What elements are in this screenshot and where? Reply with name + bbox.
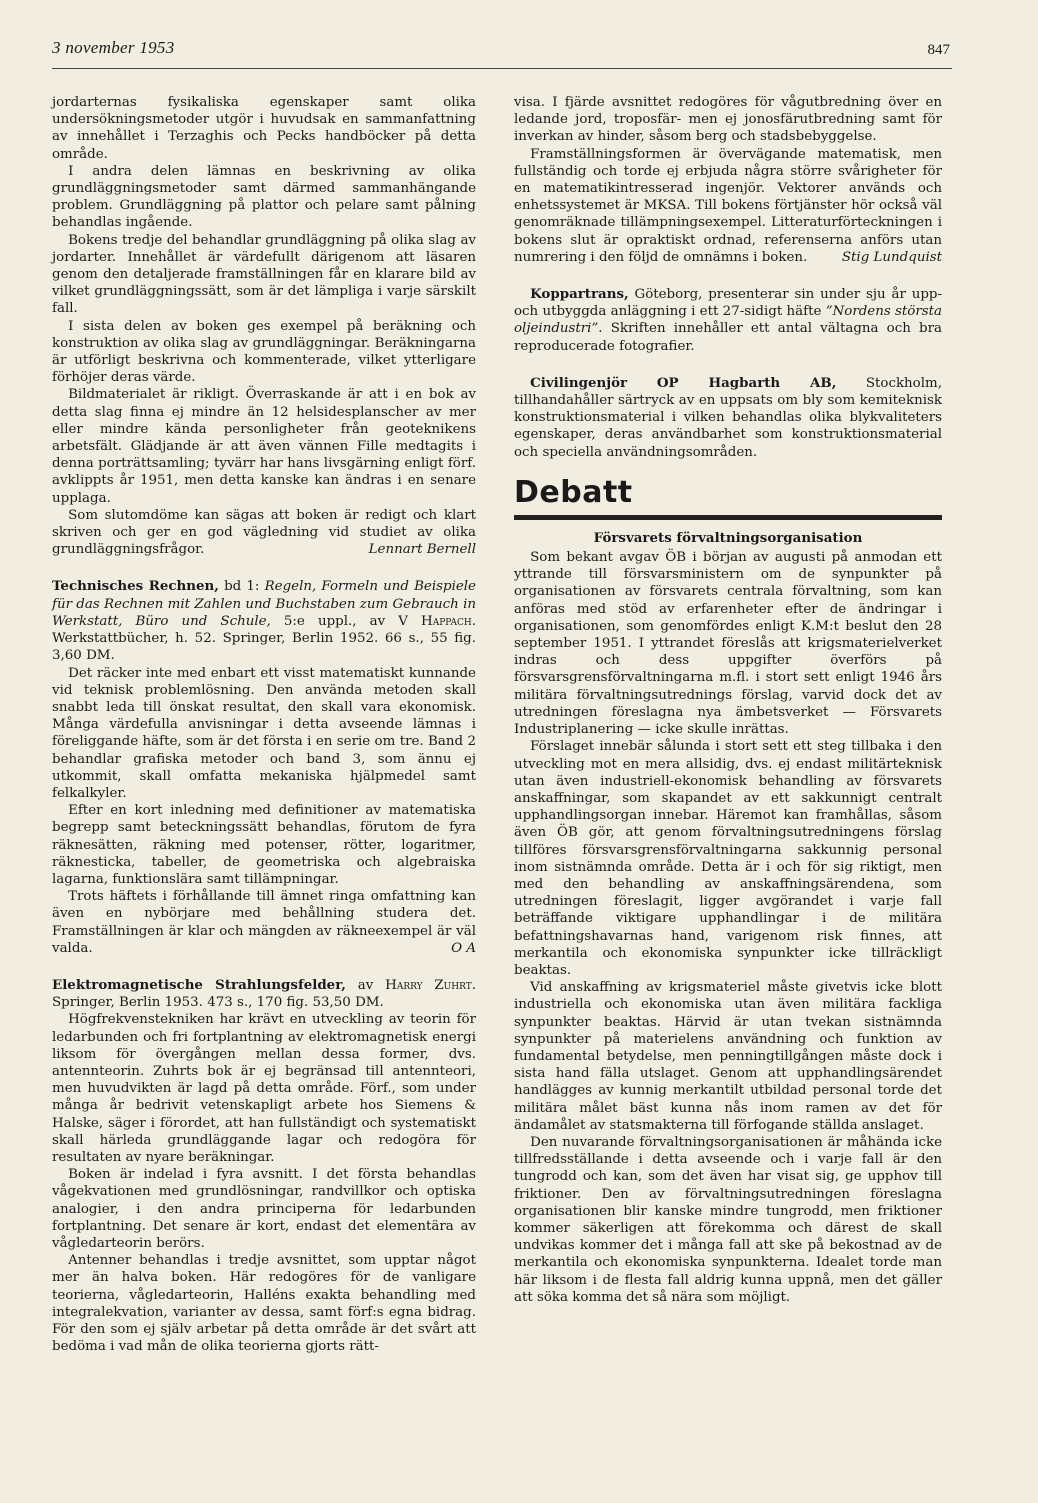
paragraph: Bildmaterialet är rikligt. Överraskande är att i en bok av detta slag finna ej mindre än 12 helsidesplanscher av mer eller mindre kända personligheter från geoteknikens arbetsfält. Glädjande är att även vännen Fille medtagits i denna porträttsamling; tyvärr har hans livsgärning enligt förf. avklippts år 1951, men detta kanske kan ändras i en senare upplaga.: [52, 387, 476, 506]
citation-text: av: [345, 977, 386, 993]
paragraph: Förslaget innebär sålunda i stort sett ett steg tillbaka i den utveckling mot en mera allsidig, dvs. ej endast militärteknisk utan även industriell-ekonomisk behandling av försvarets anskaffningar, som skapandet av ett sakkunnigt centralt upphandlingsorgan innebar. Häremot kan framhållas, såsom även ÖB gör, att genom förvaltningsutredningens förslag tillföres försvarsgrensförvaltningarna sakkunnig personal inom sistnämnda område. Detta är i och för sig riktigt, men med den behandling av anskaffningsärendena, som utredningen föreslagit, ligger avgörandet i varje fall beträffande viktigare upphandlingar i de militära befattningshavarnas hand, varigenom risk finnes, att merkantila och ekonomiska synpunkter icke tillräckligt beaktas.: [514, 739, 942, 978]
book-author: V Happach: [398, 613, 472, 629]
book-subtitle: Regeln, Formeln und Beispiele für das Rechnen mit Zahlen und Buchstaben zum Gebrauch in Werkstatt, Büro und Schule,: [52, 579, 476, 629]
paragraph: [52, 507, 476, 559]
book-title: Elektromagnetische Strahlungsfelder,: [52, 976, 346, 993]
company-name: Koppartrans,: [530, 286, 629, 303]
page-number: 847: [927, 42, 950, 58]
paragraph: I sista delen av boken ges exempel på beräkning och konstruktion av olika slag av grundläggningar. Beräkningarna är utförligt beskrivna och kommenterade, vilket ytterligare förhöjer deras värde.: [52, 318, 476, 386]
paragraph: [52, 888, 476, 957]
paragraph: Boken är indelad i fyra avsnitt. I det första behandlas vågekvationen med grundlösningar, randvillkor och optiska analogier, i den andra principerna för ledarbunden fortplantning. Det senare är kort, endast det elementära av vågledarteorin berörs.: [52, 1167, 476, 1251]
paragraph: visa. I fjärde avsnittet redogöres för vågutbredning över en ledande jord, troposfär- men ej jonosfärutbredning samt för inverkan av hinder, såsom berg och stadsbebyggelse.: [514, 95, 942, 145]
author-signature: O A: [451, 940, 476, 956]
paragraph-text: Framställningsformen är övervägande matematisk, men fullständig och torde ej erbjuda några större svårigheter för en matematikintresserad ingenjör. Vektorer används och enhetssystemet är MKSA. Till bokens förtjänster hör också väl genomräknade tillämpningsexempel. Litteraturförteckningen i bokens slut är opraktiskt ordnad, referenserna anförs utan numrering i den följd de omnämns i boken.: [514, 146, 942, 265]
notice-text: Skriften innehåller ett antal vältagna och bra reproducerade fotografier.: [514, 321, 942, 354]
review-heading: [52, 578, 476, 664]
notice: [514, 375, 942, 461]
paragraph: Bokens tredje del behandlar grundläggning på olika slag av jordarter. Innehållet är värdefullt därigenom att läsaren genom den detaljerade framställningen får en klarare bild av vilket grundläggningssätt, som är det lämpliga i varje särskilt fall.: [52, 232, 476, 317]
paragraph: Den nuvarande förvaltningsorganisationen är måhända icke tillfredsställande i detta avseende och i varje fall är den tungrodd och kan, som det även har visat sig, ge upphov till friktioner. Den av förvaltningsutredningen föreslagna organisationen blir kanske mindre tungrodd, men friktioner kommer säkerligen att förekomma och därest de skall undvikas kommer det i många fall att ske på bekostnad av de merkantila och ekonomiska synpunkterna. Idealet torde man här liksom i de flesta fall aldrig kunna uppnå, men det gäller att söka komma det så nära som möjligt.: [514, 1134, 942, 1305]
paragraph: I andra delen lämnas en beskrivning av olika grundläggningsmetoder samt därmed sammanhängande problem. Grundläggning på plattor och pelare samt pålning behandlas ingående.: [52, 163, 476, 231]
paragraph: Efter en kort inledning med definitioner av matematiska begrepp samt beteckningssätt behandlas, förutom de fyra räknesätten, räkning med potenser, rötter, logaritmer, räknesticka, tabeller, de geometriska och algebraiska lagarna, funktionslära samt tillämpningar.: [52, 803, 476, 887]
author-signature: Lennart Bernell: [368, 542, 476, 558]
company-name: Civilingenjör OP Hagbarth AB,: [530, 374, 837, 391]
paragraph: jordarternas fysikaliska egenskaper samt olika undersökningsmetoder utgör i huvudsak en sammanfattning av innehållet i Terzaghis och Pecks handböcker på detta område.: [52, 95, 476, 162]
header-rule: [52, 68, 952, 69]
citation-text: . Werkstattbücher, h. 52. Springer, Berlin 1952. 66 s., 55 fig. 3,60 DM.: [52, 613, 476, 664]
paragraph: Vid anskaffning av krigsmateriel måste givetvis icke blott industriella och ekonomiska utan även militära fackliga synpunkter beaktas. Härvid är utan tvekan sistnämnda synpunkter på materielens användning och funktion av fundamental betydelse, men penningtillgången måste dock i sista hand fälla utslaget. Genom att upphandlingsärendet handlägges av kunnig merkantilt utbildad personal torde det militära målet bäst kunna nås inom ramen av det för ändamålet av statsmakterna till förfogande ställda anslaget.: [514, 980, 942, 1133]
notice-text: Göteborg, presenterar sin under sju år upp- och utbyggda anläggning i ett 27-sidigt häfte: [514, 287, 942, 320]
section-heading: Debatt: [514, 474, 633, 510]
review-heading: [52, 977, 476, 1011]
section-rule: [514, 515, 942, 520]
paragraph: Antenner behandlas i tredje avsnittet, som upptar något mer än halva boken. Här redogöres för de vanligare teorierna, vågledarteorin, Halléns exakta behandling med integralekvation, varianter av dessa, samt förf:s egna bidrag. För den som ej själv arbetar på detta område är det svårt att bedöma i vad mån de olika teorierna gjorts rätt-: [52, 1253, 476, 1355]
issue-date: 3 november 1953: [52, 38, 175, 57]
citation-text: . Springer, Berlin 1953. 473 s., 170 fig. 53,50 DM.: [52, 977, 476, 1011]
paragraph: Det räcker inte med enbart ett visst matematiskt kunnande vid teknisk problemlösning. Den använda metoden skall snabbt leda till önskat resultat, den skall vara ekonomisk. Många värdefulla anvisningar i detta avseende lämnas i föreliggande häfte, som är det första i en serie om tre. Band 2 behandlar grafiska metoder och band 3, som ännu ej utkommit, skall omfatta mekaniska hjälpmedel samt felkalkyler.: [52, 665, 476, 801]
author-signature: Stig Lundquist: [841, 249, 942, 265]
right-column: [514, 94, 942, 1306]
paragraph-text: Trots häftets i förhållande till ämnet ringa omfattning kan även en nybörjare med behållning studera det. Framställningen är klar och mängden av räkneexempel är väl valda.: [52, 889, 476, 956]
notice: [514, 286, 942, 355]
citation-text: 5:e uppl., av: [270, 613, 399, 629]
notice-text: Stockholm, tillhandahåller särtryck av en uppsats om bly som kemiteknisk konstruktionsmaterial i vilken behandlas olika blykvaliteters egenskaper, deras användbarhet som konstruktionsmaterial och speciella användningsområden.: [514, 375, 942, 460]
paragraph-text: Som slutomdöme kan sägas att boken är redigt och klart skriven och ger en god vägledning vid studiet av olika grundläggningsfrågor.: [52, 507, 476, 558]
paragraph: [514, 146, 942, 266]
book-author: Harry Zuhrt: [385, 977, 472, 993]
citation-text: bd 1:: [218, 579, 265, 595]
paragraph: Högfrekvenstekniken har krävt en utveckling av teorin för ledarbunden och fri fortplantning av elektromagnetisk energi liksom för övergången mellan dessa former, dvs. antennteorin. Zuhrts bok är ej begränsad till antennteori, men huvudvikten är lagd på detta område. Förf., som under många år bedrivit vetenskapligt arbete hos Siemens & Halske, säger i förordet, att han fullständigt och systematiskt skall härleda grundläggande lagar och redogöra för resultaten av nyare beräkningar.: [52, 1012, 476, 1165]
book-title: Technisches Rechnen,: [52, 578, 219, 595]
left-column: [52, 94, 476, 1355]
paragraph: Som bekant avgav ÖB i början av augusti på anmodan ett yttrande till försvarsministern om de synpunkter på organisationen av försvarets centrala förvaltning, som kan anföras med stöd av erfarenheter efter de ändringar i organisationen, som genomfördes enligt K.M:t beslut den 28 september 1951. I yttrandet föreslås att krigsmaterielverket indras och dess uppgifter överförs på försvarsgrensförvaltningarna m.fl. i stort sett enligt 1946 års militära förvaltningsutrednings förslag, varvid dock det av utredningen föreslagna nya ämbetsverket — Försvarets Industriplanering — icke skulle inrättas.: [514, 550, 942, 738]
article-heading: Försvarets förvaltningsorganisation: [593, 529, 863, 546]
publication-title: ”Nordens största oljeindustri”.: [514, 304, 942, 337]
